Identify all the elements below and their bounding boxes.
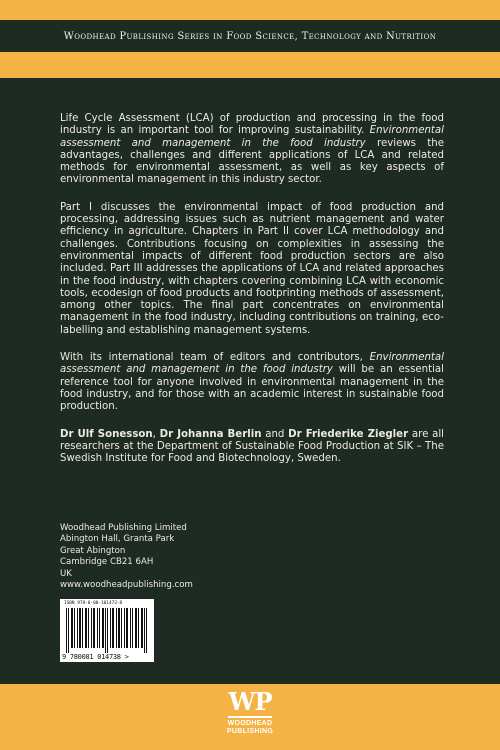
editors-paragraph — [60, 429, 444, 466]
isbn-barcode — [60, 599, 154, 662]
separator: , — [152, 428, 160, 440]
woodhead-publishing-logo — [223, 689, 277, 743]
blurb-paragraph-2: Part I discusses the environmental impact of food production and processing, addressing issues such as nutrient management and water efficiency in agriculture. Chapters in Part II cover LCA methodology and challenges. Contributions focusing on complexities in assessing the environmental impacts of different food production sectors are also included. Part III addresses the applications of LCA and related approaches in the food industry, with chapters covering combining LCA with economic tools, ecodesign of food products and footprinting methods of assessment, among other topics. The final part concentrates on environmental management in the food industry, including contributions on training, eco-labelling and establishing management systems. — [60, 201, 444, 336]
address-line: Great Abington — [60, 545, 126, 556]
isbn-label: ISBN 978-0-08-101473-8 — [64, 601, 123, 606]
separator: and — [261, 428, 289, 440]
address-line: Cambridge CB21 6AH — [60, 557, 154, 568]
publisher-address — [60, 523, 193, 591]
editor-name: Dr Johanna Berlin — [159, 428, 262, 440]
series-header-strip — [0, 20, 500, 52]
address-line: Abington Hall, Granta Park — [60, 534, 175, 545]
address-line: www.woodheadpublishing.com — [60, 580, 193, 591]
editor-name: Dr Friederike Ziegler — [288, 428, 409, 440]
blurb-text: With its international team of editors and contributors, — [60, 352, 370, 364]
blurb-text: Life Cycle Assessment (LCA) of production and processing in the food industry is an important tool for improving sustainability. — [60, 113, 444, 137]
logo-monogram: WP — [228, 687, 272, 716]
address-line: UK — [60, 568, 72, 579]
series-title: Woodhead Publishing Series in Food Science, Technology and Nutrition — [63, 30, 437, 42]
logo-line-1: WOODHEAD — [227, 720, 273, 727]
address-line: Woodhead Publishing Limited — [60, 523, 187, 533]
barcode-digits: 9 780081 014738 > — [62, 653, 129, 661]
editors-affiliation: are all researchers at the Department of Sustainable Food Production at SIK – The Swedish Institute for Food and Biotechnology, Sweden. — [60, 428, 444, 465]
logo-line-2: PUBLISHING — [226, 728, 274, 735]
blurb — [60, 113, 444, 480]
blurb-paragraph-3 — [60, 352, 444, 413]
book-title-italic: Environmental assessment and management in the food industry — [60, 125, 444, 149]
editor-name: Dr Ulf Sonesson — [60, 428, 153, 440]
book-title-italic: Environmental assessment and management in the food industry — [60, 352, 444, 376]
blurb-text: reviews the advantages, challenges and different applications of LCA and related methods for environmental assessment, as well as key aspects of environmental management in this industry sector. — [60, 137, 444, 186]
blurb-paragraph-1 — [60, 113, 444, 187]
logo-divider — [228, 716, 272, 718]
blurb-text: will be an essential reference tool for anyone involved in environmental management in the food industry, and for those with an academic interest in sustainable food production. — [60, 364, 445, 413]
